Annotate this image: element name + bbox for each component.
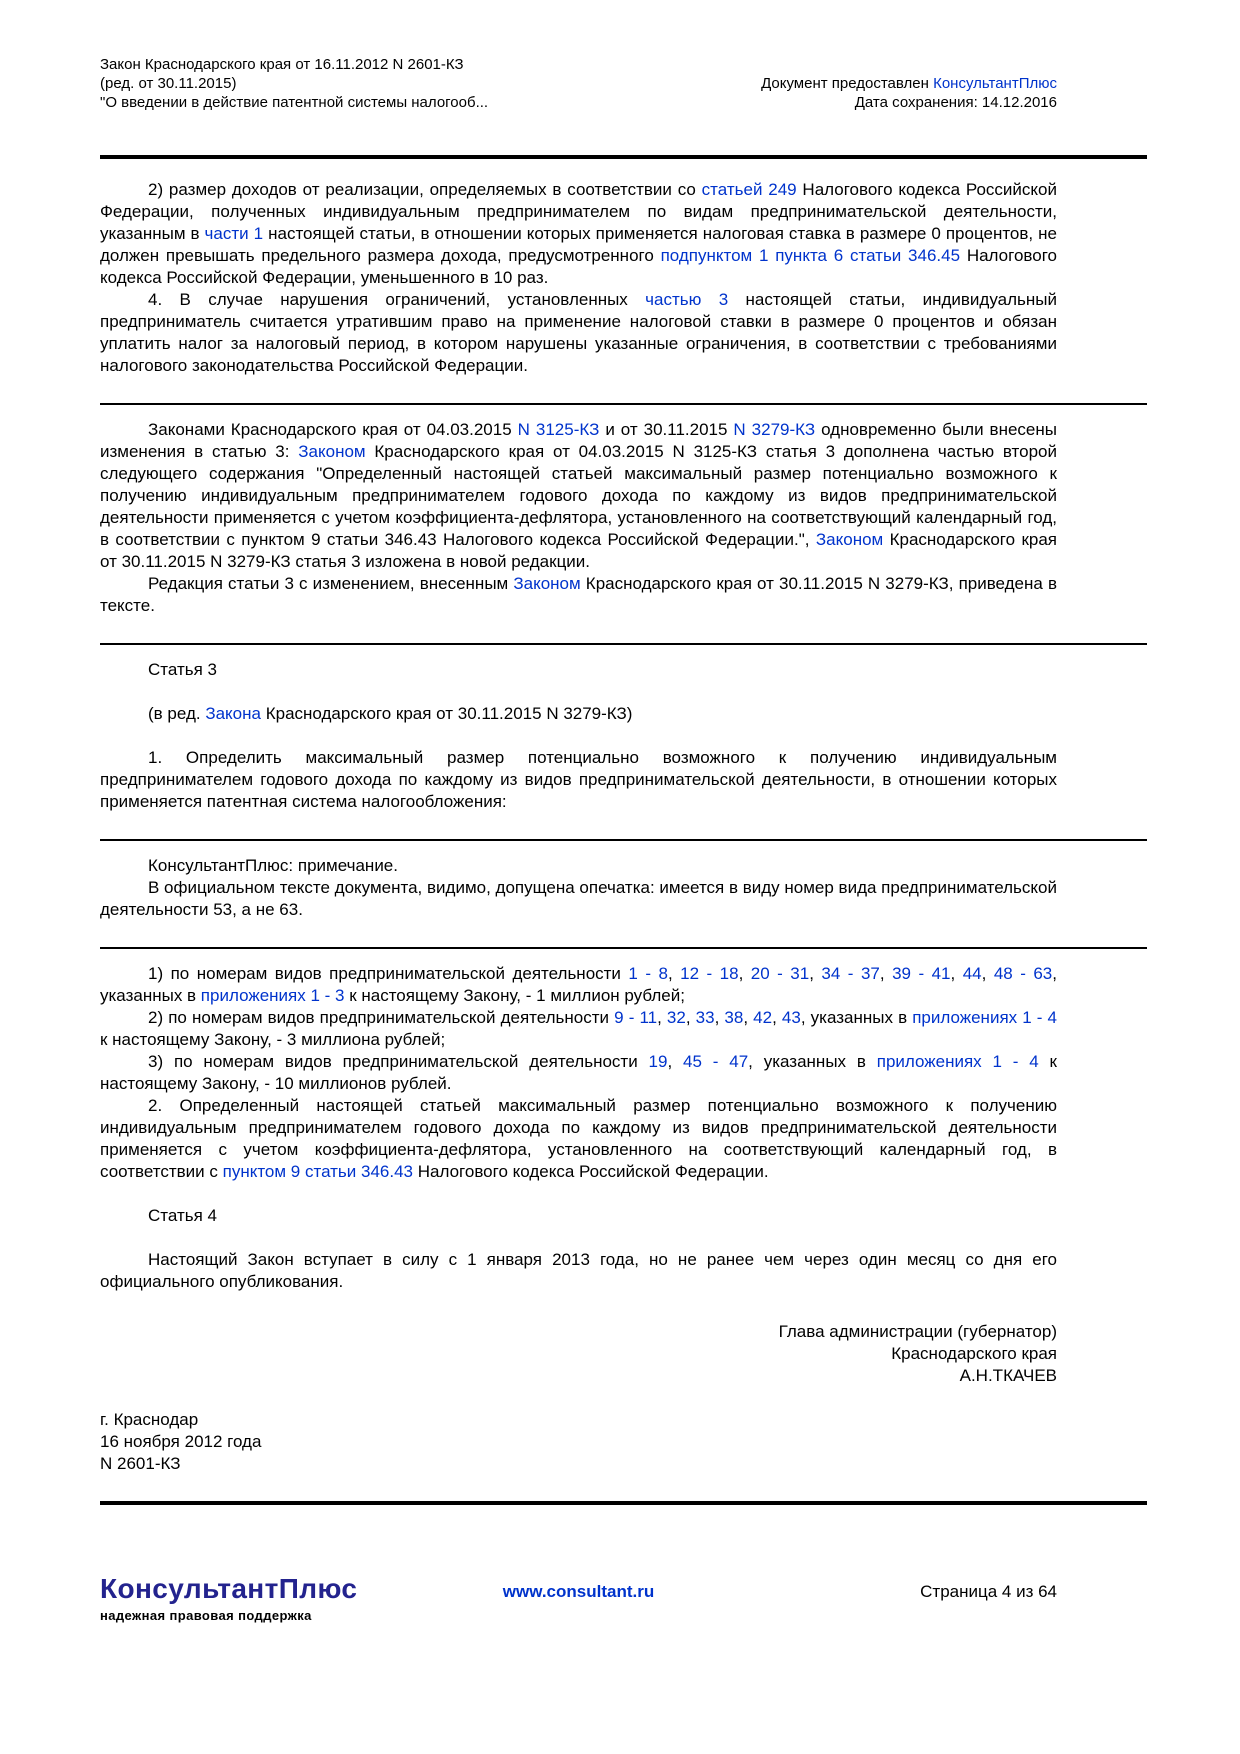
text-run: Налогового кодекса Российской Федерации. xyxy=(413,1162,769,1181)
doc-link[interactable]: 9 - 11 xyxy=(614,1008,658,1027)
text-run: 2) по номерам видов предпринимательской деятельности xyxy=(148,1008,615,1027)
doc-link[interactable]: 42 xyxy=(753,1008,773,1027)
document-body xyxy=(100,179,1057,1475)
document-title-line-2: (ред. от 30.11.2015) xyxy=(100,75,237,92)
doc-link[interactable]: 1 - 8 xyxy=(628,964,668,983)
article-4-text xyxy=(100,1249,1057,1293)
text-run: , xyxy=(743,1008,754,1027)
text-run: Настоящий Закон вступает в силу с 1 января 2013 года, но не ранее чем через один месяц со дня его официального опубликования. xyxy=(100,1250,1057,1291)
page-header xyxy=(100,55,1057,112)
text-run: КонсультантПлюс: примечание. xyxy=(148,856,398,875)
doc-link[interactable]: части 1 xyxy=(204,224,264,243)
text-run: 4. В случае нарушения ограничений, установленных xyxy=(148,290,646,309)
list-item-1 xyxy=(100,963,1057,1007)
text-run: , xyxy=(809,964,822,983)
doc-link[interactable]: 19 xyxy=(648,1052,668,1071)
text-run: 1) по номерам видов предпринимательской деятельности xyxy=(148,964,629,983)
article-3-revision-note xyxy=(100,703,1057,725)
doc-link[interactable]: 12 - 18 xyxy=(680,964,739,983)
document-title-line-3: "О введении в действие патентной системы налогооб... xyxy=(100,94,489,111)
section-separator-rule xyxy=(100,839,1147,841)
text-run: Статья 4 xyxy=(148,1206,217,1225)
text-run: , xyxy=(667,1052,684,1071)
text-run: А.Н.ТКАЧЕВ xyxy=(959,1366,1057,1385)
doc-link[interactable]: 34 - 37 xyxy=(821,964,880,983)
article-4-heading xyxy=(100,1205,1057,1227)
doc-link[interactable]: 48 - 63 xyxy=(993,964,1053,983)
list-item-2 xyxy=(100,1007,1057,1051)
text-run: Редакция статьи 3 с изменением, внесенным xyxy=(148,574,514,593)
document-title-line-1: Закон Краснодарского края от 16.11.2012 N 2601-КЗ xyxy=(100,56,464,73)
doc-link[interactable]: Законом xyxy=(513,574,581,593)
text-run: , xyxy=(950,964,963,983)
section-separator-rule xyxy=(100,643,1147,645)
provided-by-label: Документ предоставлен xyxy=(761,75,934,92)
doc-link[interactable]: статьей 249 xyxy=(701,180,797,199)
text-run: 2) размер доходов от реализации, определяемых в соответствии со xyxy=(148,180,702,199)
section-separator-rule xyxy=(100,403,1147,405)
provided-by-line xyxy=(761,74,1057,93)
document-date xyxy=(100,1431,1057,1453)
text-run: , xyxy=(981,964,994,983)
text-run: , указанных в xyxy=(800,1008,913,1027)
paragraph-violation xyxy=(100,289,1057,377)
section-separator-rule xyxy=(100,947,1147,949)
doc-link[interactable]: подпунктом 1 пункта 6 статьи 346.45 xyxy=(660,246,961,265)
doc-link[interactable]: N 3279-КЗ xyxy=(733,420,816,439)
text-run: г. Краснодар xyxy=(100,1410,199,1429)
doc-link[interactable]: Законом xyxy=(298,442,366,461)
text-run: настоящей статьи, индивидуальный предприниматель считается утратившим право на применение налоговой ставки в размере 0 процентов и обязан уплатить налог за налоговый период, в котором нарушены указанные ограничения, в соответствии с требованиями налогового законодательства Российской Федерации. xyxy=(100,290,1057,375)
text-run: , указанных в xyxy=(100,964,1057,1005)
doc-link[interactable]: Законом xyxy=(815,530,884,549)
save-date: Дата сохранения: 14.12.2016 xyxy=(854,94,1057,111)
doc-link[interactable]: 33 xyxy=(695,1008,715,1027)
page-number: Страница 4 из 64 xyxy=(920,1582,1057,1601)
text-run: , xyxy=(685,1008,696,1027)
text-run: Краснодарского края от 04.03.2015 N 3125-КЗ статья 3 дополнена частью второй следующего содержания "Определенный настоящей статьей максимальный размер потенциально возможного к получению индивидуальным предпринимателем годового дохода по каждому из видов предпринимательской деятельности применяется с учетом коэффициента-дефлятора, установленного на соответствующий календарный год, в соответствии с пунктом 9 статьи 346.43 Налогового кодекса Российской Федерации.", xyxy=(100,442,1057,549)
text-run: , указанных в xyxy=(748,1052,877,1071)
text-run: настоящей статьи, в отношении которых применяется налоговая ставка в размере 0 процентов, не должен превышать предельного размера дохода, предусмотренного xyxy=(100,224,1057,265)
text-run: одновременно были внесены изменения в статью 3: xyxy=(100,420,1057,461)
article-3-point-1 xyxy=(100,747,1057,813)
text-run: к настоящему Закону, - 3 миллиона рублей; xyxy=(100,1030,446,1049)
text-run: 2. Определенный настоящей статьей максимальный размер потенциально возможного к получению индивидуальным предпринимателем годового дохода по каждому из видов предпринимательской деятельности применяется с учетом коэффициента-дефлятора, установленного на соответствующий календарный год, в соответствии с xyxy=(100,1096,1057,1181)
header-rule xyxy=(100,155,1147,159)
text-run: , xyxy=(657,1008,667,1027)
article-3-point-2 xyxy=(100,1095,1057,1183)
doc-link[interactable]: приложениях 1 - 3 xyxy=(200,986,345,1005)
text-run: 1. Определить максимальный размер потенциально возможного к получению индивидуальным предпринимателем годового дохода по каждому из видов предпринимательской деятельности, в отношении которых применяется патентная система налогообложения: xyxy=(100,748,1057,811)
doc-link[interactable]: 39 - 41 xyxy=(892,964,951,983)
consultantplus-link[interactable]: КонсультантПлюс xyxy=(933,75,1057,92)
text-run: к настоящему Закону, - 1 миллион рублей; xyxy=(344,986,685,1005)
text-run: 3) по номерам видов предпринимательской деятельности xyxy=(148,1052,649,1071)
text-run: Законами Краснодарского края от 04.03.2015 xyxy=(148,420,518,439)
doc-link[interactable]: 44 xyxy=(962,964,982,983)
brand-tagline: надежная правовая поддержка xyxy=(100,1608,312,1623)
document-provenance xyxy=(761,55,1057,112)
list-item-3 xyxy=(100,1051,1057,1095)
text-run: Глава администрации (губернатор) xyxy=(778,1322,1057,1341)
text-run: (в ред. xyxy=(148,704,206,723)
doc-link[interactable]: 38 xyxy=(724,1008,744,1027)
text-run: Краснодарского края от 30.11.2015 N 3279-КЗ) xyxy=(260,704,633,723)
signature-name xyxy=(100,1365,1057,1387)
text-run: N 2601-КЗ xyxy=(100,1454,181,1473)
doc-link[interactable]: 32 xyxy=(666,1008,686,1027)
doc-link[interactable]: Закона xyxy=(205,704,261,723)
editorial-note-redaction xyxy=(100,573,1057,617)
text-run: , xyxy=(772,1008,782,1027)
text-run: 16 ноября 2012 года xyxy=(100,1432,262,1451)
text-run: Краснодарского края от 30.11.2015 N 3279-КЗ статья 3 изложена в новой редакции. xyxy=(100,530,1057,571)
doc-link[interactable]: N 3125-КЗ xyxy=(517,420,600,439)
doc-link[interactable]: пунктом 9 статьи 346.43 xyxy=(222,1162,414,1181)
signature-title-line-1 xyxy=(100,1321,1057,1343)
footer-brand xyxy=(100,1573,357,1623)
doc-link[interactable]: приложениях 1 - 4 xyxy=(912,1008,1058,1027)
article-3-heading xyxy=(100,659,1057,681)
paragraph-income-limit xyxy=(100,179,1057,289)
text-run: Налогового кодекса Российской Федерации, уменьшенного в 10 раз. xyxy=(100,246,1057,287)
doc-link[interactable]: 43 xyxy=(781,1008,801,1027)
text-run: , xyxy=(714,1008,725,1027)
consultant-note-title xyxy=(100,855,1057,877)
consultantplus-logo: КонсультантПлюс xyxy=(100,1573,358,1604)
doc-link[interactable]: 45 - 47 xyxy=(683,1052,749,1071)
document-title xyxy=(100,55,488,112)
doc-link[interactable]: частью 3 xyxy=(645,290,729,309)
text-run: Краснодарского края от 30.11.2015 N 3279-КЗ, приведена в тексте. xyxy=(100,574,1057,615)
text-run: , xyxy=(738,964,751,983)
text-run: Налогового кодекса Российской Федерации, полученных индивидуальным предпринимателем по видам предпринимательской деятельности, указанным в xyxy=(100,180,1057,243)
text-run: В официальном тексте документа, видимо, допущена опечатка: имеется в виду номер вида предпринимательской деятельности 53, а не 63. xyxy=(100,878,1057,919)
text-run: и от 30.11.2015 xyxy=(599,420,734,439)
doc-link[interactable]: 20 - 31 xyxy=(750,964,810,983)
text-run: к настоящему Закону, - 10 миллионов рублей. xyxy=(100,1052,1057,1093)
consultant-website-link[interactable]: www.consultant.ru xyxy=(502,1582,655,1601)
signature-title-line-2 xyxy=(100,1343,1057,1365)
consultant-note-text xyxy=(100,877,1057,921)
editorial-note-amendments xyxy=(100,419,1057,573)
page-footer xyxy=(100,1573,1057,1623)
text-run: Статья 3 xyxy=(148,660,217,679)
document-place xyxy=(100,1409,1057,1431)
document-number xyxy=(100,1453,1057,1475)
text-run: Краснодарского края xyxy=(891,1344,1057,1363)
text-run: , xyxy=(667,964,681,983)
text-run: , xyxy=(879,964,893,983)
footer-rule xyxy=(100,1501,1147,1505)
doc-link[interactable]: приложениях 1 - 4 xyxy=(876,1052,1039,1071)
